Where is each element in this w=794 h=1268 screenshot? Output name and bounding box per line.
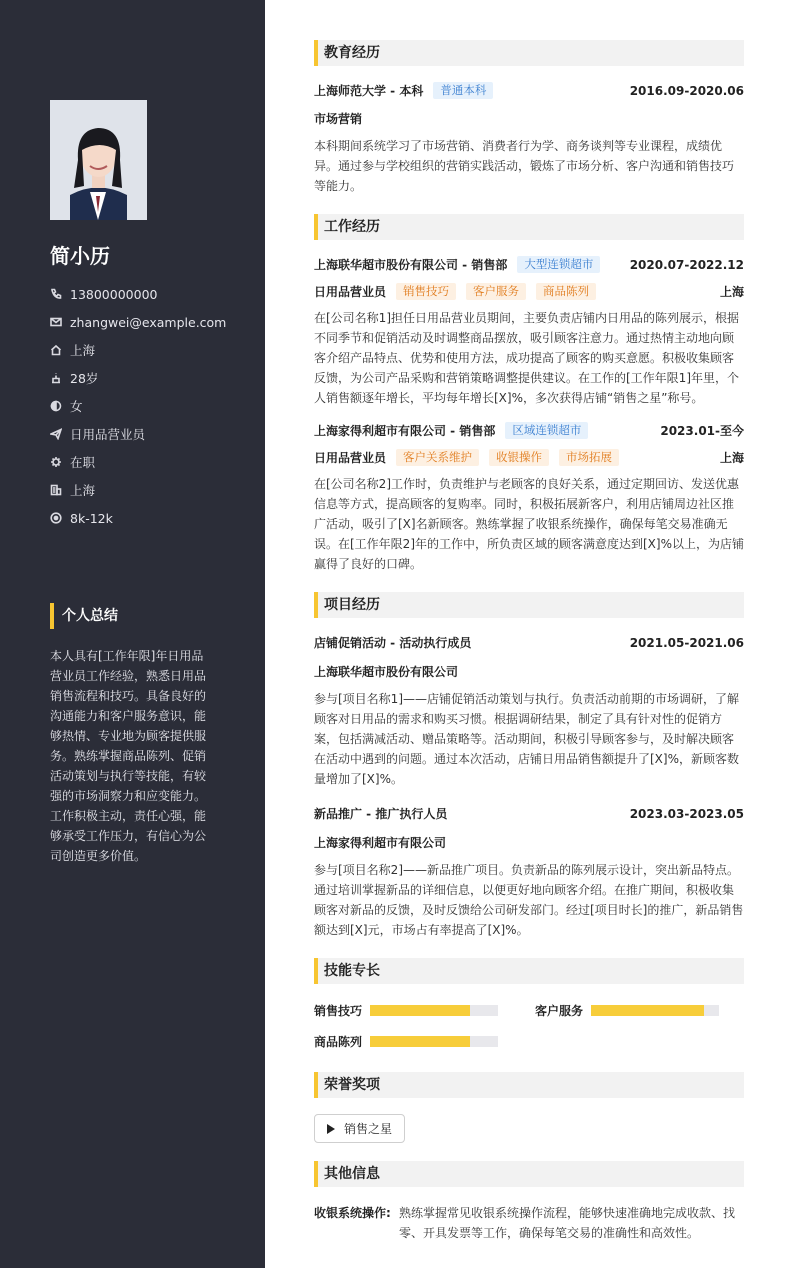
work-company: 上海联华超市股份有限公司 - 销售部	[314, 258, 508, 272]
work-company: 上海家得利超市有限公司 - 销售部	[314, 424, 496, 438]
age-row	[50, 364, 226, 392]
education-major: 市场营销	[314, 112, 363, 126]
work-desc: 在[公司名称2]工作时，负责维护与老顾客的良好关系，通过定期回访、发送优惠信息等方式，提高顾客的复购率。同时，积极拓展新客户，利用店铺周边社区推广活动，吸引了[X]名新顾客。熟练掌握了收银系统操作，确保每笔交易准确无误。在[工作年限2]年的工作中，所负责区域的顾客满意度达到[X]%以上，为店铺赢得了良好的口碑。	[314, 477, 744, 571]
sidebar	[0, 0, 265, 1268]
work-header-row	[314, 256, 744, 273]
work-role: 日用品营业员	[314, 285, 387, 299]
work-tag: 客户关系维护	[396, 449, 479, 466]
work-tag: 市场拓展	[559, 449, 619, 466]
skill-item	[314, 1033, 535, 1050]
project-company: 上海联华超市股份有限公司	[314, 665, 459, 679]
work-header-row	[314, 422, 744, 439]
gender-icon	[50, 400, 70, 412]
location-text: 上海	[70, 343, 96, 358]
skills-grid	[314, 1002, 744, 1050]
skill-name: 销售技巧	[314, 1004, 363, 1018]
email-text: zhangwei@example.com	[70, 314, 227, 330]
candidate-name: 简小历	[50, 244, 110, 268]
status-row	[50, 448, 226, 476]
project-header-row	[314, 805, 744, 822]
project-date: 2021.05-2021.06	[629, 635, 744, 650]
position-text: 日用品营业员	[70, 427, 146, 442]
work-date: 2020.07-2022.12	[629, 257, 744, 272]
work-date: 2023.01-至今	[660, 424, 744, 438]
project-item	[314, 805, 744, 940]
skill-item	[314, 1002, 535, 1019]
other-info-row	[314, 1203, 744, 1243]
email-row	[50, 308, 226, 336]
contact-info-list	[50, 280, 226, 532]
skill-name: 客户服务	[535, 1004, 584, 1018]
skill-bar	[370, 1005, 498, 1016]
skills-section-title: 技能专长	[314, 958, 744, 984]
honors-section-title: 荣誉奖项	[314, 1072, 744, 1098]
work-city: 上海	[719, 451, 744, 465]
gender-row	[50, 392, 226, 420]
work-desc: 在[公司名称1]担任日用品营业员期间，主要负责店铺内日用品的陈列展示，根据不同季节和促销活动及时调整商品摆放，吸引顾客注意力。通过热情主动地向顾客介绍产品特点、优势和使用方法，成功提高了顾客的购买意愿。积极收集顾客反馈，为公司产品采购和营销策略调整提供建议。在工作的[工作年限1]年里，个人销售额逐年增长，平均每年增长[X]%，多次获得店铺“销售之星”称号。	[314, 311, 740, 405]
phone-text: 13800000000	[70, 286, 158, 302]
project-company: 上海家得利超市有限公司	[314, 836, 447, 850]
project-name: 新品推广 - 推广执行人员	[314, 807, 448, 821]
work-company-badge: 大型连锁超市	[517, 256, 600, 273]
skill-name: 商品陈列	[314, 1035, 363, 1049]
phone-row	[50, 280, 226, 308]
education-desc: 本科期间系统学习了市场营销、消费者行为学、商务谈判等专业课程，成绩优异。通过参与学校组织的营销实践活动，锻炼了市场分析、客户沟通和销售技巧等能力。	[314, 139, 735, 193]
education-school: 上海师范大学 - 本科	[314, 84, 424, 98]
project-desc: 参与[项目名称2]——新品推广项目。负责新品的陈列展示设计，突出新品特点。通过培训掌握新品的详细信息，以便更好地向顾客介绍。在推广期间，积极收集顾客对新品的反馈，及时反馈给公司研发部门。经过[项目时长]的推广，新品销售额达到[X]元，市场占有率提高了[X]%。	[314, 863, 744, 937]
work-tag: 客户服务	[466, 283, 526, 300]
main-content	[314, 40, 744, 1243]
work-section-title: 工作经历	[314, 214, 744, 240]
projects-section-title: 项目经历	[314, 592, 744, 618]
work-item	[314, 256, 744, 408]
plane-icon	[50, 428, 70, 440]
work-role: 日用品营业员	[314, 451, 387, 465]
summary-title: 个人总结	[50, 603, 118, 629]
home-icon	[50, 344, 70, 356]
work-role-row	[314, 283, 744, 300]
salary-text: 8k-12k	[70, 510, 113, 526]
play-triangle-icon	[327, 1124, 335, 1134]
gender-text: 女	[70, 399, 83, 414]
skill-bar-fill	[591, 1005, 704, 1016]
education-date: 2016.09-2020.06	[629, 83, 744, 98]
project-date: 2023.03-2023.05	[629, 806, 744, 821]
project-name: 店铺促销活动 - 活动执行成员	[314, 636, 472, 650]
work-company-badge: 区域连锁超市	[505, 422, 588, 439]
target-city-text: 上海	[70, 483, 96, 498]
skill-item	[535, 1002, 744, 1019]
skill-bar-fill	[370, 1005, 470, 1016]
award-label: 销售之星	[344, 1122, 393, 1136]
summary-text: 本人具有[工作年限]年日用品营业员工作经验，熟悉日用品销售流程和技巧。具备良好的沟通能力和客户服务意识，能够热情、专业地为顾客提供服务。熟练掌握商品陈列、促销活动策划与执行等技能，有较强的市场洞察力和应变能力。工作积极主动，责任心强，能够承受工作压力，有信心为公司创造更多价值。	[50, 649, 207, 863]
honors-list	[314, 1114, 744, 1143]
education-header-row	[314, 82, 744, 99]
location-row	[50, 336, 226, 364]
education-badge: 普通本科	[433, 82, 493, 99]
other-label: 收银系统操作:	[314, 1206, 391, 1220]
work-tag: 销售技巧	[396, 283, 456, 300]
work-role-row	[314, 449, 744, 466]
building-icon	[50, 484, 70, 496]
other-section-title: 其他信息	[314, 1161, 744, 1187]
status-text: 在职	[70, 455, 96, 470]
other-text: 熟练掌握常见收银系统操作流程，能够快速准确地完成收款、找零、开具发票等工作，确保每笔交易的准确性和高效性。	[399, 1206, 736, 1240]
position-row	[50, 420, 226, 448]
skill-bar	[370, 1036, 498, 1047]
avatar-photo	[50, 100, 147, 220]
age-text: 28岁	[70, 371, 99, 386]
work-tag: 商品陈列	[536, 283, 596, 300]
work-item	[314, 422, 744, 574]
award-item[interactable]	[314, 1114, 405, 1143]
project-header-row	[314, 634, 744, 651]
project-desc: 参与[项目名称1]——店铺促销活动策划与执行。负责活动前期的市场调研，了解顾客对日用品的需求和购买习惯。根据调研结果，制定了具有针对性的促销方案，包括满减活动、赠品策略等。活动期间，积极引导顾客参与，及时解决顾客在活动中遇到的问题。通过本次活动，店铺日用品销售额提升了[X]%，新顾客数量增加了[X]%。	[314, 692, 740, 786]
project-item	[314, 634, 744, 789]
work-city: 上海	[719, 285, 744, 299]
age-icon	[50, 372, 70, 384]
status-icon	[50, 456, 70, 468]
phone-icon	[50, 288, 70, 300]
mail-icon	[50, 316, 70, 328]
target-city-row	[50, 476, 226, 504]
education-section-title: 教育经历	[314, 40, 744, 66]
salary-row	[50, 504, 226, 532]
skill-bar	[591, 1005, 719, 1016]
money-icon	[50, 512, 70, 524]
work-tag: 收银操作	[489, 449, 549, 466]
skill-bar-fill	[370, 1036, 470, 1047]
